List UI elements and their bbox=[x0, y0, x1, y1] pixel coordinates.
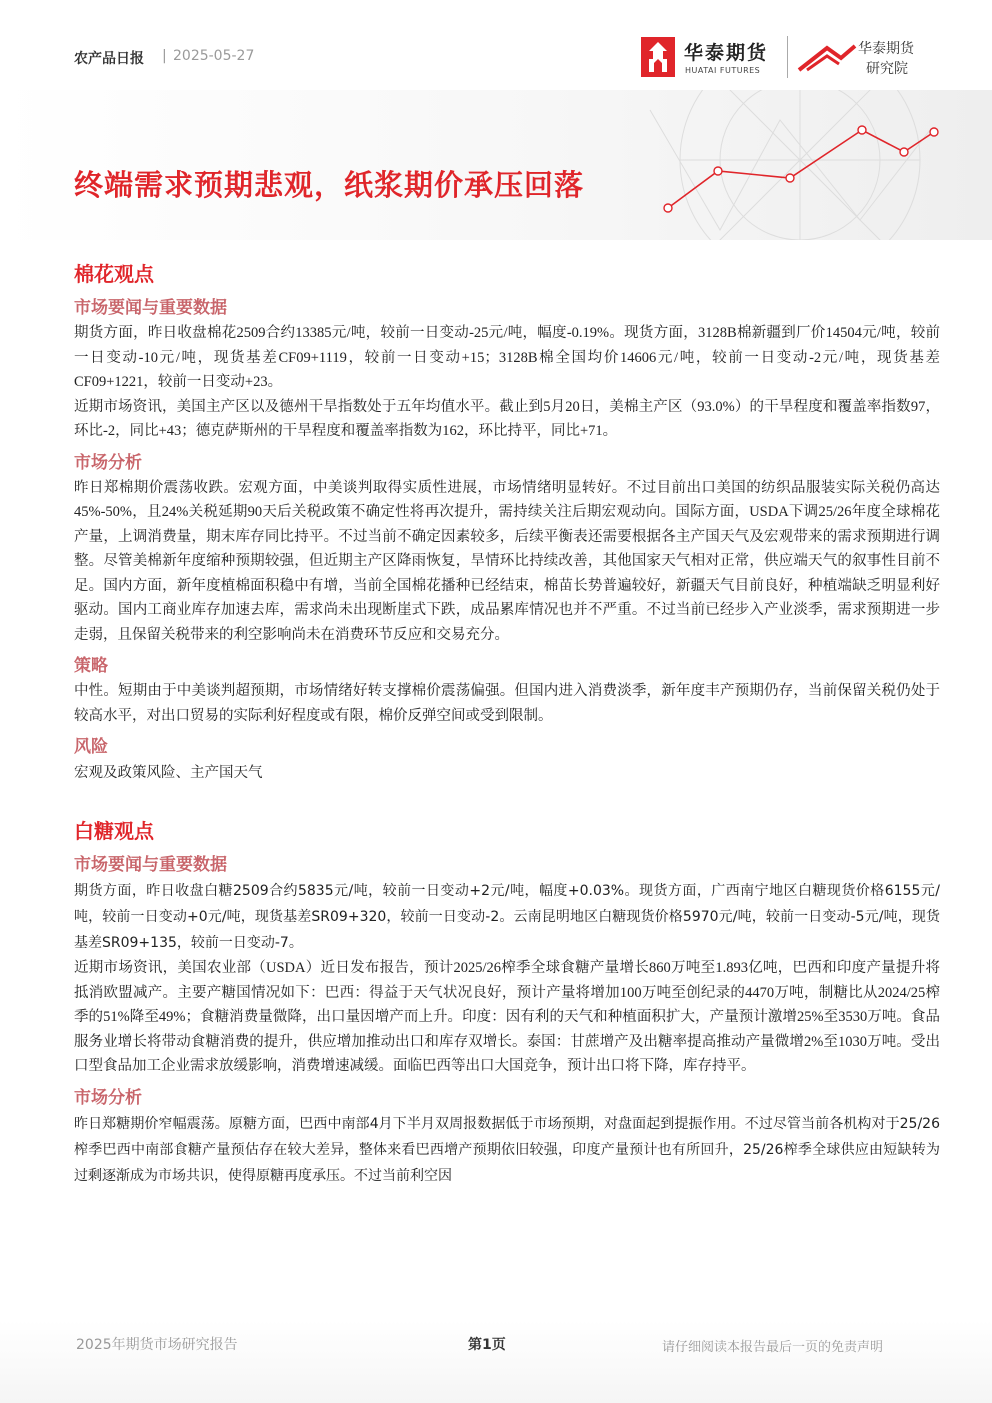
cotton-risk-heading: 风险 bbox=[74, 737, 108, 757]
footer-page-number: 第1页 bbox=[468, 1337, 506, 1353]
header-divider bbox=[787, 36, 788, 78]
brand-name-en: HUATAI FUTURES bbox=[685, 66, 761, 75]
cotton-strategy-heading: 策略 bbox=[74, 656, 108, 676]
sugar-analysis-heading: 市场分析 bbox=[74, 1087, 142, 1108]
page-header bbox=[0, 0, 992, 90]
footer-report-series: 2025年期货市场研究报告 bbox=[76, 1337, 238, 1353]
cotton-analysis-paragraph: 昨日郑棉期价震荡收跌。宏观方面，中美谈判取得实质性进展，市场情绪明显转好。不过目前出口美国的纺织品服装实际关税仍高达45%-50%，且24%关税延期90天后关税政策不确定性将再次提升，需持续关注后期宏观动向。国际方面，USDA下调25/26年度全球棉花产量，上调消费量，期末库存同比持平。不过当前不确定因素较多，后续平衡表还需要根据各主产国天气及宏观带来的需求预期进行调整。尽管美棉新年度缩种预期较强，但近期主产区降雨恢复，旱情环比持续改善，其他国家天气相对正常，供应端天气的叙事性目前不足。国内方面，新年度植棉面积稳中有增，当前全国棉花播种已经结束，棉苗长势普遍较好，新疆天气目前良好，种植端缺乏明显利好驱动。国内工商业库存加速去库，需求尚未出现断崖式下跌，成品累库情况也并不严重。不过当前已经步入产业淡季，需求预期进一步走弱，且保留关税带来的利空影响尚未在消费环节反应和交易充分。 bbox=[74, 479, 940, 643]
header-separator: | bbox=[162, 48, 167, 64]
cotton-news-paragraph-1: 期货方面，昨日收盘棉花2509合约13385元/吨，较前一日变动-25元/吨，幅度-0.19%。现货方面，3128B棉新疆到厂价14504元/吨，较前一日变动-10元/吨，现货基差CF09+1119，较前一日变动+15；3128B棉全国均价14606元/吨，较前一日变动-2元/吨，现货基差CF09+1221，较前一日变动+23。 bbox=[74, 325, 940, 390]
institute-name: 华泰期货 bbox=[858, 41, 914, 57]
huatai-logo-icon bbox=[641, 37, 675, 77]
footer-disclaimer-note: 请仔细阅读本报告最后一页的免责声明 bbox=[662, 1340, 884, 1355]
sugar-news-paragraph-2: 近期市场资讯，美国农业部（USDA）近日发布报告，预计2025/26榨季全球食糖产量增长860万吨至1.893亿吨，巴西和印度产量提升将抵消欧盟减产。主要产糖国情况如下：巴西：得益于天气状况良好，预计产量将增加100万吨至创纪录的4470万吨，制糖比从2024/25榨季的51%降至49%；食糖消费量微降，出口量因增产而上升。印度：因有利的天气和种植面积扩大，产量预计激增25%至3530万吨。食品服务业增长将带动食糖消费的提升，供应增加推动出口和库存双增长。泰国：甘蔗增产及出糖率提高推动产量微增2%至1030万吨。受出口型食品加工企业需求放缓影响，消费增速减缓。面临巴西等出口大国竞争，预计出口将下降，库存持平。 bbox=[74, 960, 940, 1074]
cotton-risk-paragraph: 宏观及政策风险、主产国天气 bbox=[74, 765, 263, 781]
report-type: 农产品日报 bbox=[74, 51, 144, 67]
report-title: 终端需求预期悲观，纸浆期价承压回落 bbox=[74, 168, 585, 202]
cotton-news-heading: 市场要闻与重要数据 bbox=[74, 298, 227, 318]
cotton-analysis-heading: 市场分析 bbox=[74, 452, 142, 473]
cotton-strategy-paragraph: 中性。短期由于中美谈判超预期，市场情绪好转支撑棉价震荡偏强。但国内进入消费淡季，新年度丰产预期仍存，当前保留关税仍处于较高水平，对出口贸易的实际利好程度或有限，棉价反弹空间或受到限制。 bbox=[74, 683, 940, 724]
cotton-heading: 棉花观点 bbox=[74, 262, 154, 286]
sugar-news-paragraph-1: 期货方面，昨日收盘白糖2509合约5835元/吨，较前一日变动+2元/吨，幅度+0.03%。现货方面，广西南宁地区白糖现货价格6155元/吨，较前一日变动+0元/吨，现货基差SR09+320，较前一日变动-2。云南昆明地区白糖现货价格5970元/吨，较前一日变动-5元/吨，现货基差SR09+135，较前一日变动-7。 bbox=[74, 883, 940, 951]
institute-subname: 研究院 bbox=[866, 61, 908, 77]
institute-logo-icon bbox=[797, 40, 857, 76]
sugar-news-heading: 市场要闻与重要数据 bbox=[74, 855, 227, 875]
footer-background bbox=[0, 1320, 992, 1403]
report-date: 2025-05-27 bbox=[173, 48, 255, 64]
sugar-heading: 白糖观点 bbox=[74, 819, 154, 843]
report-body bbox=[74, 250, 940, 1189]
brand-name-cn: 华泰期货 bbox=[684, 42, 769, 64]
section-spacer bbox=[74, 785, 940, 807]
sugar-analysis-paragraph: 昨日郑糖期价窄幅震荡。原糖方面，巴西中南部4月下半月双周报数据低于市场预期，对盘面起到提振作用。不过尽管当前各机构对于25/26榨季巴西中南部食糖产量预估存在较大差异，整体来看巴西增产预期依旧较强，印度产量预计也有所回升，25/26榨季全球供应由短缺转为过剩逐渐成为市场共识，使得原糖再度承压。不过当前利空因 bbox=[74, 1115, 940, 1184]
cotton-news-paragraph-2: 近期市场资讯，美国主产区以及德州干旱指数处于五年均值水平。截止到5月20日，美棉主产区（93.0%）的干旱程度和覆盖率指数97，环比-2，同比+43；德克萨斯州的干旱程度和覆盖率指数为162，环比持平，同比+71。 bbox=[74, 398, 940, 439]
page-footer bbox=[0, 1320, 992, 1403]
